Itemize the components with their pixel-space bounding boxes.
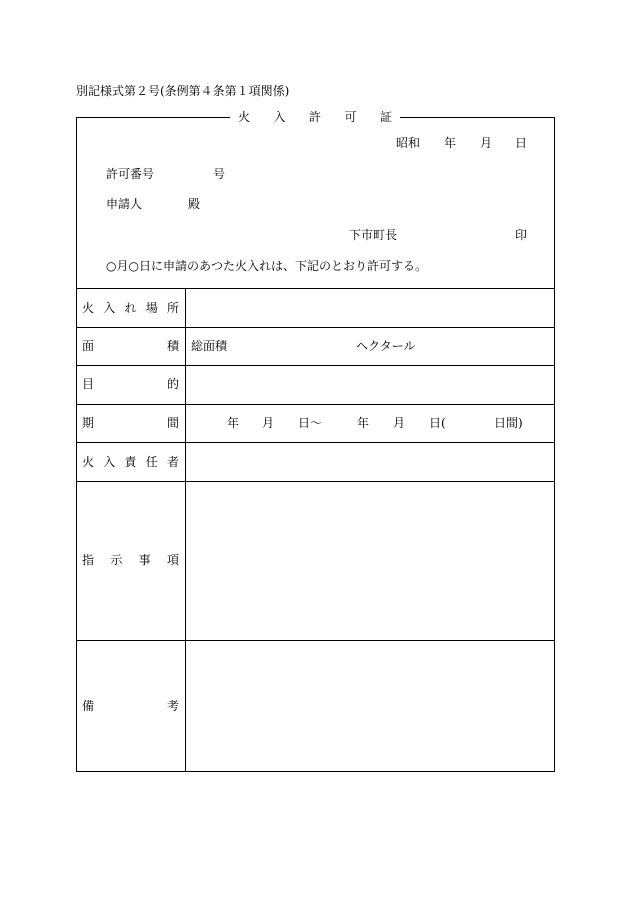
permit-form-box bbox=[76, 117, 555, 772]
date-day: 日 bbox=[515, 136, 528, 150]
period-year-end: 年 bbox=[357, 416, 370, 430]
form-title bbox=[230, 110, 400, 124]
label-purpose: 目 的 bbox=[82, 377, 179, 391]
period-day-end: 日( bbox=[429, 416, 446, 430]
label-area: 面 積 bbox=[82, 339, 179, 353]
title-char: 入 bbox=[273, 110, 286, 124]
applicant-suffix: 殿 bbox=[188, 197, 201, 211]
date-year: 年 bbox=[444, 136, 457, 150]
label-responsible: 火 入 責 任 者 bbox=[82, 455, 179, 469]
permit-number-suffix: 号 bbox=[213, 167, 226, 181]
row-divider bbox=[76, 442, 555, 443]
period-year-start: 年 bbox=[227, 416, 240, 430]
label-period: 期 間 bbox=[82, 416, 179, 430]
period-month-start: 月 bbox=[262, 416, 275, 430]
date-month: 月 bbox=[480, 136, 493, 150]
row-divider bbox=[76, 640, 555, 641]
period-days: 日間) bbox=[494, 416, 523, 430]
permit-statement: ○月○日に申請のあつた火入れは、下記のとおり許可する。 bbox=[106, 259, 427, 273]
issuer-name: 下市町長 bbox=[349, 228, 398, 242]
label-remarks: 備 考 bbox=[82, 699, 179, 713]
date-era: 昭和 bbox=[396, 136, 421, 150]
label-location: 火 入 れ 場 所 bbox=[82, 301, 179, 315]
label-instructions: 指 示 事 項 bbox=[82, 553, 179, 567]
form-number: 別記様式第２号(条例第４条第１項関係) bbox=[76, 84, 290, 98]
title-char: 証 bbox=[379, 110, 392, 124]
issuer-seal: 印 bbox=[515, 228, 528, 242]
column-divider bbox=[185, 288, 186, 772]
applicant-label: 申請人 bbox=[106, 197, 143, 211]
title-char: 可 bbox=[344, 110, 357, 124]
area-total-label: 総面積 bbox=[191, 339, 228, 353]
title-char: 火 bbox=[238, 110, 251, 124]
period-day-start: 日～ bbox=[298, 416, 323, 430]
period-month-end: 月 bbox=[393, 416, 406, 430]
row-divider bbox=[76, 481, 555, 482]
row-divider bbox=[76, 288, 555, 289]
row-divider bbox=[76, 404, 555, 405]
title-char: 許 bbox=[308, 110, 321, 124]
area-unit: ヘクタール bbox=[356, 339, 416, 353]
permit-number-label: 許可番号 bbox=[106, 167, 155, 181]
row-divider bbox=[76, 365, 555, 366]
row-divider bbox=[76, 327, 555, 328]
